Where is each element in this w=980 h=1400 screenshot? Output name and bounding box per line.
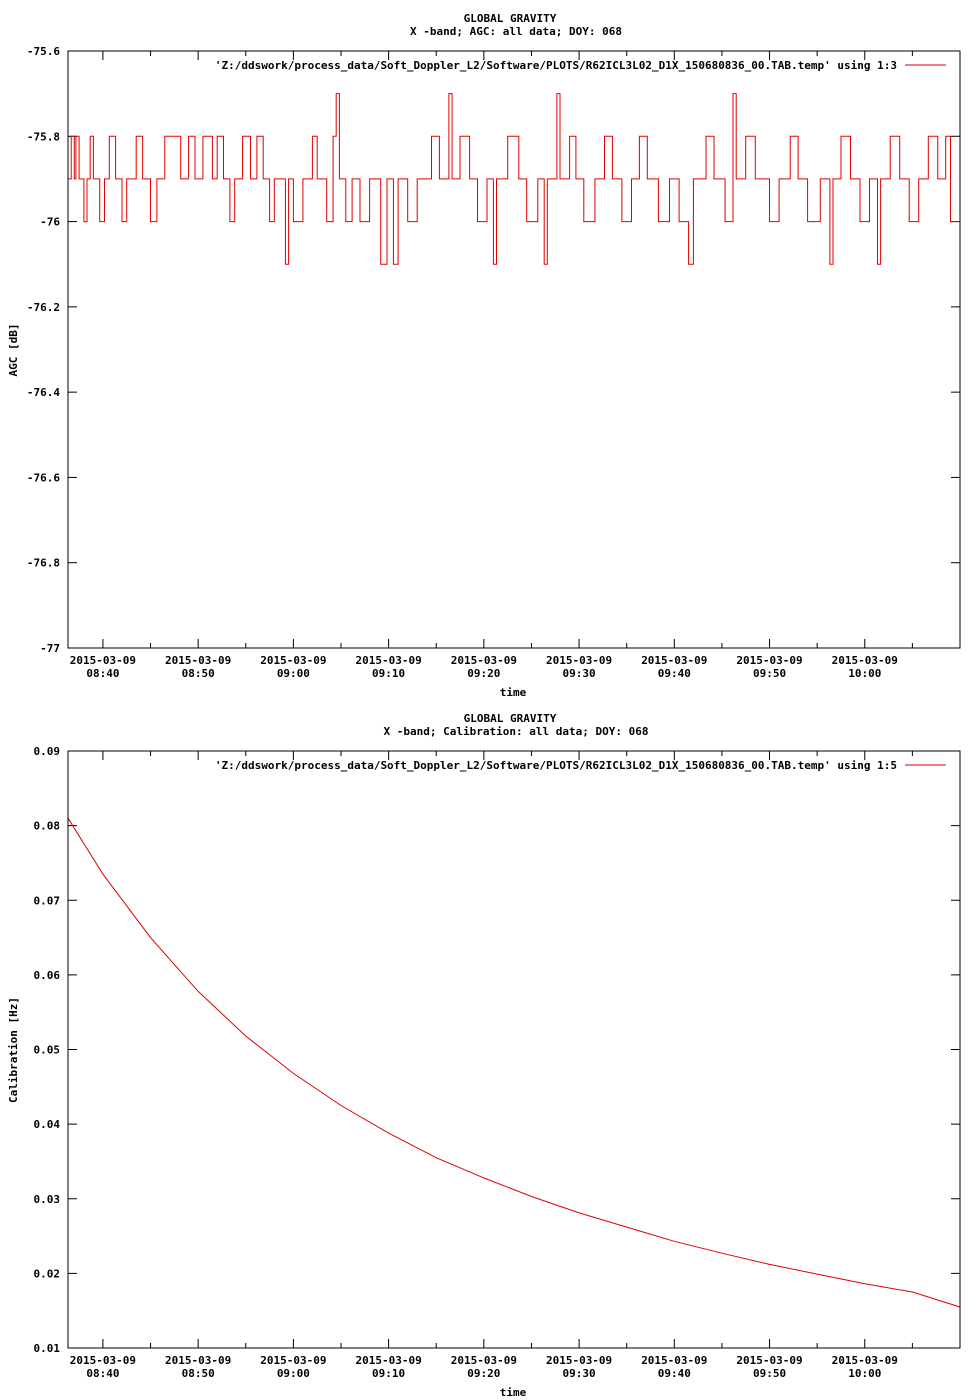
calibration-x-tick-date-label: 2015-03-09 xyxy=(355,1354,422,1367)
calibration-chart-subtitle: X -band; Calibration: all data; DOY: 068 xyxy=(383,725,649,738)
calibration-x-tick-time-label: 09:20 xyxy=(467,1367,501,1380)
calibration-x-tick-date-label: 2015-03-09 xyxy=(260,1354,327,1367)
calibration-chart-title: GLOBAL GRAVITY xyxy=(463,712,557,725)
agc-x-tick-date-label: 2015-03-09 xyxy=(736,654,803,667)
calibration-x-tick-date-label: 2015-03-09 xyxy=(165,1354,232,1367)
agc-y-tick-label: -75.8 xyxy=(26,130,60,144)
calibration-x-tick-time-label: 09:00 xyxy=(276,1367,310,1380)
agc-x-tick-date-label: 2015-03-09 xyxy=(69,654,137,667)
calibration-x-tick-time-label: 10:00 xyxy=(848,1367,882,1380)
calibration-y-tick-label: 0.03 xyxy=(33,1192,60,1206)
calibration-plot-frame xyxy=(68,751,960,1348)
calibration-x-tick-date-label: 2015-03-09 xyxy=(831,1354,898,1367)
calibration-y-tick-label: 0.08 xyxy=(33,819,60,833)
calibration-x-tick-date-label: 2015-03-09 xyxy=(450,1354,517,1367)
agc-y-tick-label: -76 xyxy=(40,215,60,229)
agc-plot-frame xyxy=(68,51,960,648)
agc-x-tick-date-label: 2015-03-09 xyxy=(831,654,898,667)
calibration-x-tick-time-label: 08:50 xyxy=(181,1367,215,1380)
calibration-legend-label: 'Z:/ddswork/process_data/Soft_Doppler_L2/Software/PLOTS/R62ICL3L02_D1X_150680836_00.TAB.temp' using 1:5 xyxy=(214,759,897,772)
calibration-y-tick-label: 0.01 xyxy=(33,1342,60,1355)
calibration-x-tick-time-label: 08:40 xyxy=(86,1367,120,1380)
agc-x-axis-label: time xyxy=(499,686,527,699)
calibration-x-tick-date-label: 2015-03-09 xyxy=(69,1354,137,1367)
agc-chart-title: GLOBAL GRAVITY xyxy=(463,12,557,25)
agc-y-axis-label: AGC [dB] xyxy=(7,323,20,377)
calibration-y-tick-label: 0.09 xyxy=(33,745,60,758)
agc-x-tick-date-label: 2015-03-09 xyxy=(641,654,708,667)
calibration-y-tick-label: 0.05 xyxy=(33,1043,60,1057)
calibration-x-tick-date-label: 2015-03-09 xyxy=(736,1354,803,1367)
calibration-x-tick-date-label: 2015-03-09 xyxy=(641,1354,708,1367)
agc-x-tick-time-label: 08:50 xyxy=(181,667,215,680)
agc-x-tick-date-label: 2015-03-09 xyxy=(165,654,232,667)
agc-x-tick-time-label: 10:00 xyxy=(848,667,882,680)
calibration-x-axis-label: time xyxy=(499,1386,527,1399)
agc-legend-label: 'Z:/ddswork/process_data/Soft_Doppler_L2/Software/PLOTS/R62ICL3L02_D1X_150680836_00.TAB.temp' using 1:3 xyxy=(214,59,897,72)
calibration-series-line xyxy=(68,818,960,1307)
calibration-chart xyxy=(7,712,960,1399)
calibration-y-tick-label: 0.06 xyxy=(33,968,60,982)
agc-x-tick-time-label: 09:50 xyxy=(752,667,787,680)
agc-chart xyxy=(7,12,960,699)
calibration-y-axis-label: Calibration [Hz] xyxy=(7,997,20,1103)
agc-x-tick-date-label: 2015-03-09 xyxy=(450,654,517,667)
calibration-x-tick-time-label: 09:40 xyxy=(657,1367,691,1380)
agc-x-tick-date-label: 2015-03-09 xyxy=(260,654,327,667)
agc-chart-subtitle: X -band; AGC: all data; DOY: 068 xyxy=(410,25,622,38)
agc-y-tick-label: -76.8 xyxy=(26,556,60,570)
agc-x-tick-date-label: 2015-03-09 xyxy=(355,654,422,667)
agc-x-tick-time-label: 09:00 xyxy=(276,667,310,680)
calibration-y-tick-label: 0.04 xyxy=(33,1118,60,1132)
agc-y-tick-label: -76.4 xyxy=(26,386,60,400)
agc-y-tick-label: -76.2 xyxy=(26,300,60,314)
agc-y-tick-label: -77 xyxy=(40,642,60,655)
calibration-x-tick-time-label: 09:50 xyxy=(752,1367,787,1380)
agc-y-tick-label: -75.6 xyxy=(26,45,60,58)
agc-x-tick-time-label: 09:10 xyxy=(372,667,406,680)
agc-x-tick-time-label: 09:30 xyxy=(562,667,596,680)
calibration-y-tick-label: 0.07 xyxy=(33,894,60,908)
calibration-y-tick-label: 0.02 xyxy=(33,1267,60,1281)
calibration-x-tick-date-label: 2015-03-09 xyxy=(545,1354,613,1367)
agc-x-tick-time-label: 09:40 xyxy=(657,667,691,680)
agc-x-tick-time-label: 09:20 xyxy=(467,667,501,680)
calibration-x-tick-time-label: 09:10 xyxy=(372,1367,406,1380)
agc-x-tick-date-label: 2015-03-09 xyxy=(545,654,613,667)
agc-x-tick-time-label: 08:40 xyxy=(86,667,120,680)
agc-y-tick-label: -76.6 xyxy=(26,471,60,485)
calibration-x-tick-time-label: 09:30 xyxy=(562,1367,596,1380)
agc-series-line xyxy=(68,94,960,478)
